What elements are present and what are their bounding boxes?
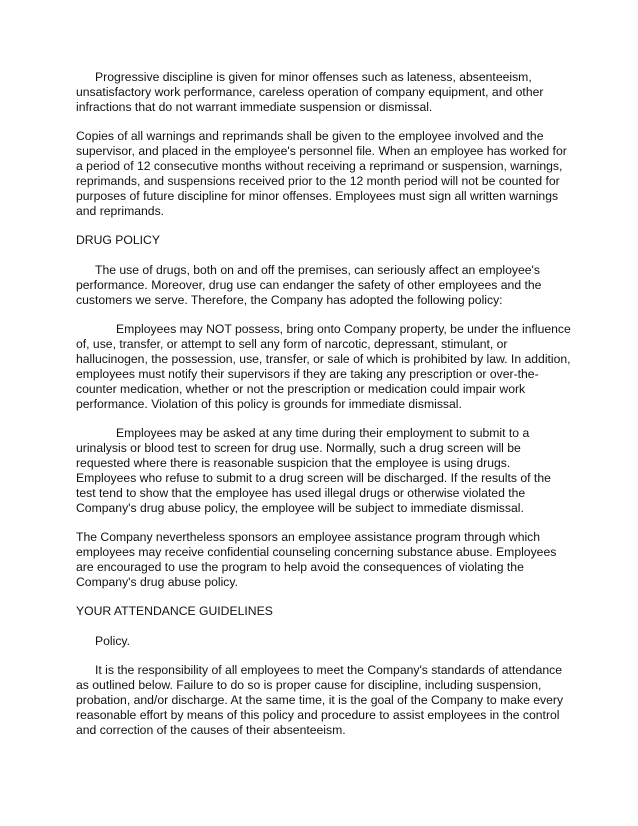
paragraph-attendance-responsibility: It is the responsibility of all employees to meet the Company's standards of attendance as outlined below. Failure to do so is proper cause for discipline, including suspension, probation, and/or discharge. At the same time, it is the goal of the Company to make every reasonable effort by means of this policy and procedure to assist employees in the control and correction of the causes of their absenteeism. bbox=[76, 663, 564, 738]
paragraph-warnings-copies: Copies of all warnings and reprimands shall be given to the employee involved and the supervisor, and placed in the employee's personnel file. When an employee has worked for a period of 12 consecutive months without receiving a reprimand or suspension, warnings, reprimands, and suspensions received prior to the 12 month period will not be counted for purposes of future discipline for minor offenses. Employees must sign all written warnings and reprimands. bbox=[76, 129, 567, 218]
heading-attendance-guidelines: YOUR ATTENDANCE GUIDELINES bbox=[76, 604, 273, 619]
paragraph-drug-use: The use of drugs, both on and off the premises, can seriously affect an employee's performance. Moreover, drug use can endanger the safety of other employees and the customers we serve. Therefore, the Company has adopted the following policy: bbox=[76, 262, 542, 307]
paragraph-employee-assistance: The Company nevertheless sponsors an employee assistance program through which employees may receive confidential counseling concerning substance abuse. Employees are encouraged to use the program to help avoid the consequences of violating the Company's drug abuse policy. bbox=[76, 530, 557, 589]
paragraph-drug-screening: Employees may be asked at any time during their employment to submit to a urinalysis or blood test to screen for drug use. Normally, such a drug screen will be requested where there is reasonable suspicion that the employee is using drugs. Employees who refuse to submit to a drug screen will be discharged. If the results of the test tend to show that the employee has used illegal drugs or otherwise violated the Company's drug abuse policy, the employee will be subject to immediate dismissal. bbox=[76, 426, 551, 515]
heading-drug-policy: DRUG POLICY bbox=[76, 233, 160, 248]
document-page bbox=[76, 70, 572, 753]
paragraph-progressive-discipline: Progressive discipline is given for minor offenses such as lateness, absenteeism, unsatisfactory work performance, careless operation of company equipment, and other infractions that do not warrant immediate suspension or dismissal. bbox=[76, 70, 544, 114]
paragraph-drug-prohibition: Employees may NOT possess, bring onto Company property, be under the influence of, use, transfer, or attempt to sell any form of narcotic, depressant, stimulant, or hallucinogen, the possession, use, transfer, or sale of which is prohibited by law. In addition, employees must notify their supervisors if they are taking any prescription or over-the-counter medication, whether or not the prescription or medication could impair work performance. Violation of this policy is grounds for immediate dismissal. bbox=[76, 322, 571, 411]
paragraph-policy-label: Policy. bbox=[95, 633, 130, 648]
